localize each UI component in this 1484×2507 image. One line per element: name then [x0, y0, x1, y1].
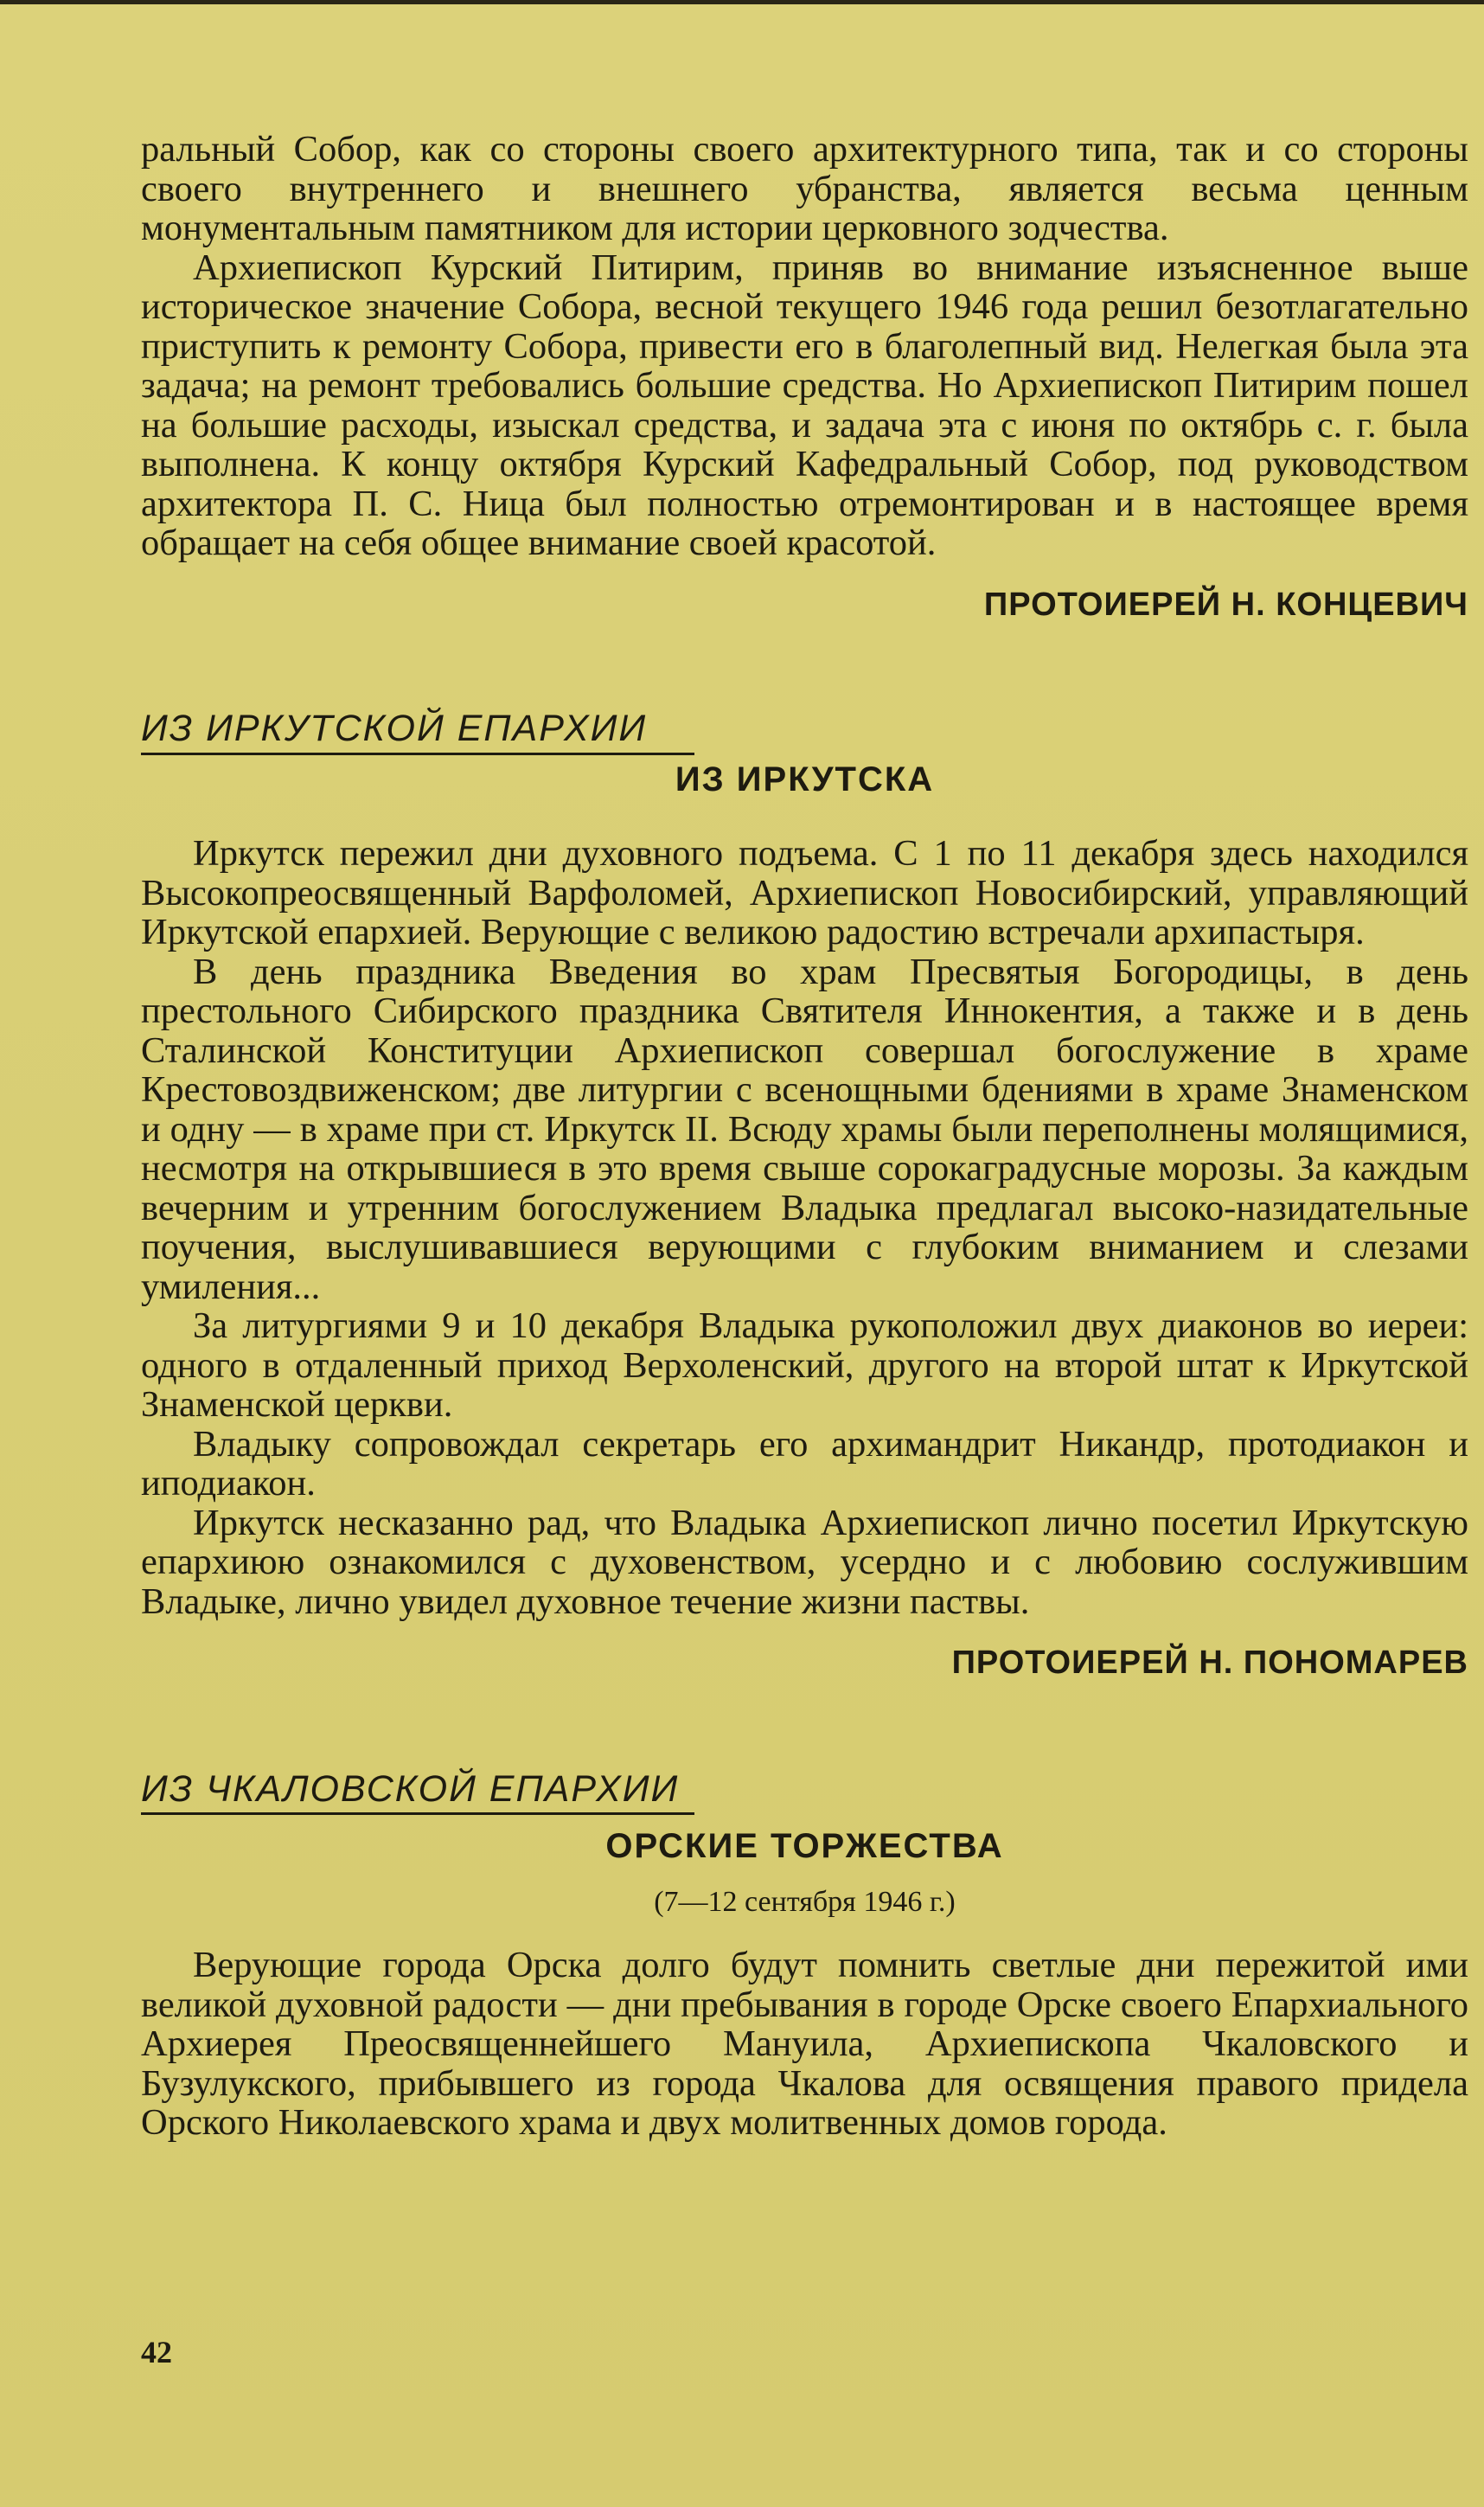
paragraph: Иркутск пережил дни духовного подъема. С 1 по 11 декабря здесь находился Высокопреосвященный Варфоломей, Архиепископ Новосибирский, управляющий Иркутской епархией. Верующие с великою радостию встречали архипастыря. — [141, 833, 1468, 952]
paragraph: Архиепископ Курский Питирим, приняв во внимание изъясненное выше историческое значение Собора, весной текущего 1946 года решил безотлагательно приступить к ремонту Собора, привести его в благолепный вид. Нелегкая была эта задача; на ремонт требовались большие средства. Но Архиепископ Питирим пошел на большие расходы, изыскал средства, и задача эта с июня по октябрь с. г. была выполнена. К концу октября Курский Кафедральный Собор, под руководством архитектора П. С. Ница был полностью отремонтирован и в настоящее время обращает на себя общее внимание своей красотой. — [141, 247, 1468, 563]
paragraph: В день праздника Введения во храм Пресвятыя Богородицы, в день престольного Сибирского праздника Святителя Иннокентия, а также и в день Сталинской Конституции Архиепископ совершал богослужение в храме Крестовоздвиженском; две литургии с всенощными бдениями в храме Знаменском и одну — в храме при ст. Иркутск II. Всюду храмы были переполнены молящимися, несмотря на открывшиеся в это время свыше сорокаградусные морозы. За каждым вечерним и утренним богослужением Владыка предлагал высоко-назидательные поучения, выслушивавшиеся верующими с глубоким вниманием и слезами умиления... — [141, 951, 1468, 1307]
paragraph: Иркутск несказанно рад, что Владыка Архиепископ лично посетил Иркутскую епархиюю ознакомился с духовенством, усердно и с любовию сослужившим Владыке, лично увидел духовное течение жизни паствы. — [141, 1502, 1468, 1622]
article-dates: (7—12 сентября 1946 г.) — [654, 1885, 956, 1918]
page-number: 42 — [141, 2335, 172, 2369]
paragraph: Верующие города Орска долго будут помнить светлые дни пережитой ими великой духовной радости — дни пребывания в городе Орске своего Епархиального Архиерея Преосвященнейшего Мануила, Архиепископа Чкаловского и Бузулукского, прибывшего из города Чкалова для освящения правого придела Орского Николаевского храма и двух молитвенных домов города. — [141, 1945, 1468, 2143]
article-title: ИЗ ИРКУТСКА — [675, 760, 935, 798]
irkutsk-section — [141, 709, 1468, 1683]
text-column — [141, 130, 1468, 2143]
section-heading: ИЗ ИРКУТСКОЙ ЕПАРХИИ — [141, 709, 694, 755]
author-signature: ПРОТОИЕРЕЙ Н. ПОНОМАРЕВ — [951, 1645, 1468, 1681]
kursk-article-end — [141, 130, 1468, 625]
section-heading: ИЗ ЧКАЛОВСКОЙ ЕПАРХИИ — [141, 1770, 694, 1816]
paragraph: Владыку сопровождал секретарь его архимандрит Никандр, протодиакон и иподиакон. — [141, 1423, 1468, 1504]
author-signature: ПРОТОИЕРЕЙ Н. КОНЦЕВИЧ — [983, 586, 1468, 623]
chkalov-section — [141, 1767, 1468, 2143]
top-border — [0, 0, 1484, 4]
paragraph: За литургиями 9 и 10 декабря Владыка рукоположил двух диаконов во иереи: одного в отдаленный приход Верхоленский, другого на второй штат к Иркутской Знаменской церкви. — [141, 1305, 1468, 1425]
article-title: ОРСКИЕ ТОРЖЕСТВА — [605, 1827, 1004, 1865]
paragraph: ральный Собор, как со стороны своего архитектурного типа, так и со стороны своего внутреннего и внешнего убранства, является весьма ценным монументальным памятником для истории церковного зодчества. — [141, 129, 1468, 248]
